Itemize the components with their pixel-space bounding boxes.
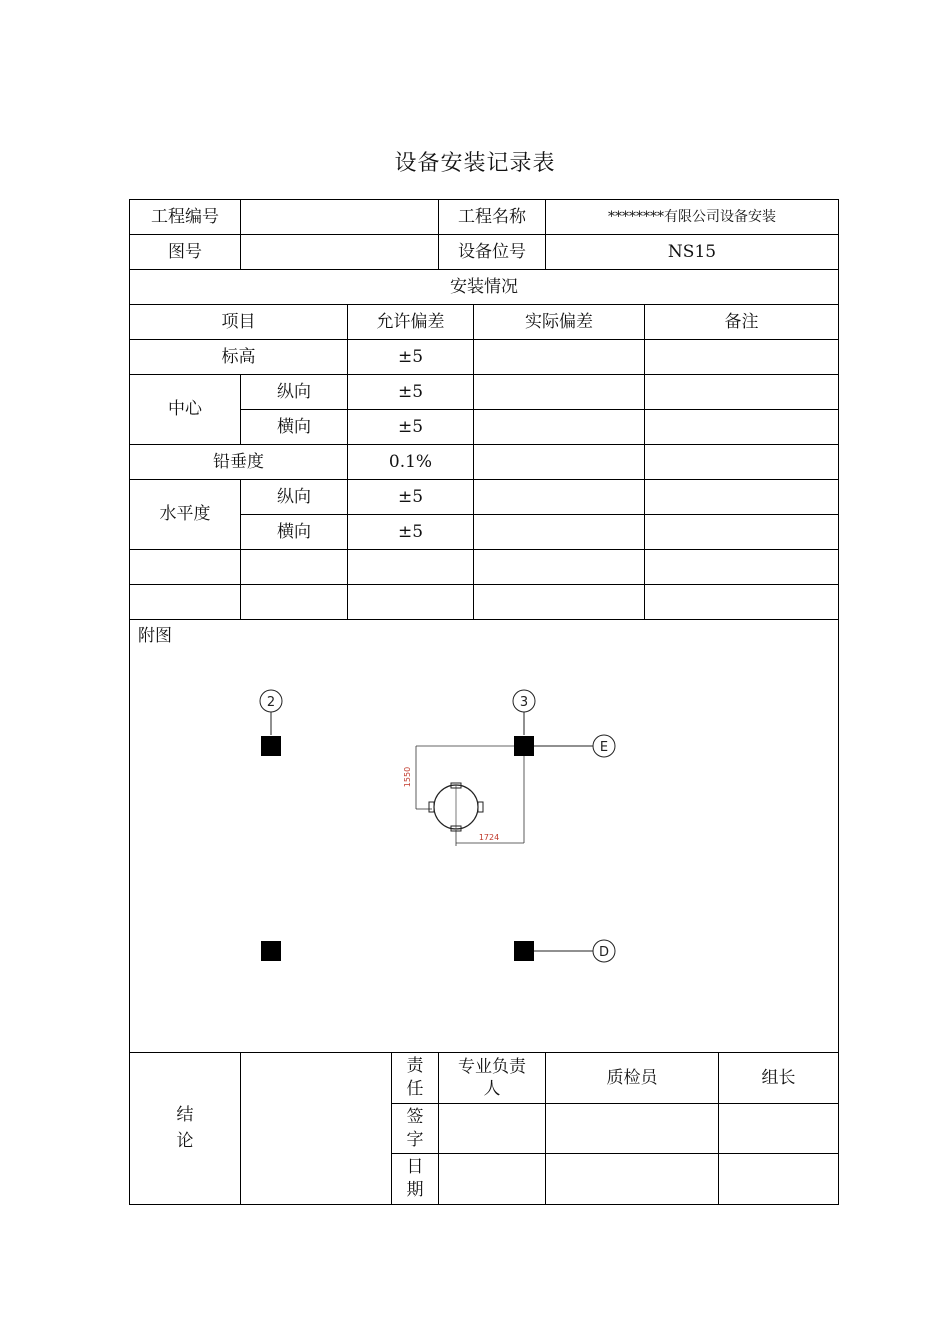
- conclusion-char-1: 结: [176, 1105, 194, 1125]
- conclusion-label: [130, 1053, 240, 1204]
- row-levelness-trans-label: 横向: [277, 521, 311, 542]
- column-3D: [514, 941, 534, 961]
- column-3E: [514, 736, 534, 756]
- dim-vertical-label: 1550: [403, 766, 412, 788]
- row-levelness-long-label: 纵向: [277, 486, 311, 507]
- row-levelness-long-allowed: ±5: [397, 486, 424, 507]
- signature-char-1: 签: [406, 1106, 424, 1127]
- row-center-trans-label: 横向: [277, 416, 311, 437]
- responsibility-char-2: 任: [406, 1079, 424, 1099]
- col-remark: 备注: [724, 311, 759, 332]
- signature-char-2: 字: [406, 1129, 424, 1150]
- equipment-pos-value: NS15: [667, 241, 717, 262]
- row-center-label: 中心: [168, 399, 202, 420]
- row-elevation-allowed: ±5: [397, 346, 424, 367]
- leader-label: 组长: [761, 1067, 796, 1088]
- col-actual: 实际偏差: [525, 311, 593, 332]
- row-levelness-label: 水平度: [159, 504, 211, 525]
- inspector-label: 质检员: [606, 1067, 658, 1088]
- drawing-no-label: 图号: [168, 241, 202, 262]
- row-verticality-label: 铅垂度: [213, 451, 264, 472]
- row-center-trans-allowed: ±5: [397, 416, 424, 437]
- row-center-long-label: 纵向: [277, 381, 311, 402]
- row-center-long-allowed: ±5: [397, 381, 424, 402]
- axis-2-label: 2: [266, 695, 276, 710]
- col-allowed: 允许偏差: [376, 311, 445, 332]
- project-name-label: 工程名称: [458, 206, 526, 227]
- dim-horizontal-label: 1724: [478, 833, 500, 842]
- signature-label: [392, 1104, 438, 1153]
- column-2E: [261, 736, 281, 756]
- section-title: 安装情况: [450, 276, 518, 297]
- project-no-label: 工程编号: [151, 206, 219, 227]
- date-label: [392, 1154, 438, 1204]
- equipment-pos-label: 设备位号: [458, 241, 526, 262]
- axis-E-label: E: [599, 740, 609, 755]
- axis-D-label: D: [598, 945, 610, 960]
- document-title: 设备安装记录表: [394, 151, 556, 176]
- row-verticality-allowed: 0.1%: [388, 451, 433, 472]
- axis-3-label: 3: [519, 695, 529, 710]
- project-name-value: ********有限公司设备安装: [608, 208, 776, 225]
- column-2D: [261, 941, 281, 961]
- row-elevation-label: 标高: [221, 346, 256, 367]
- col-item: 项目: [221, 311, 256, 332]
- responsibility-label: [392, 1053, 438, 1103]
- conclusion-value: [241, 1053, 391, 1204]
- date-char-2: 期: [406, 1180, 424, 1200]
- responsibility-char-1: 责: [406, 1056, 424, 1077]
- date-char-1: 日: [406, 1157, 424, 1178]
- conclusion-char-2: 论: [176, 1130, 194, 1151]
- drawing-label: 附图: [138, 626, 172, 646]
- specialist-label: 专业负责人: [458, 1056, 526, 1099]
- row-levelness-trans-allowed: ±5: [397, 521, 424, 542]
